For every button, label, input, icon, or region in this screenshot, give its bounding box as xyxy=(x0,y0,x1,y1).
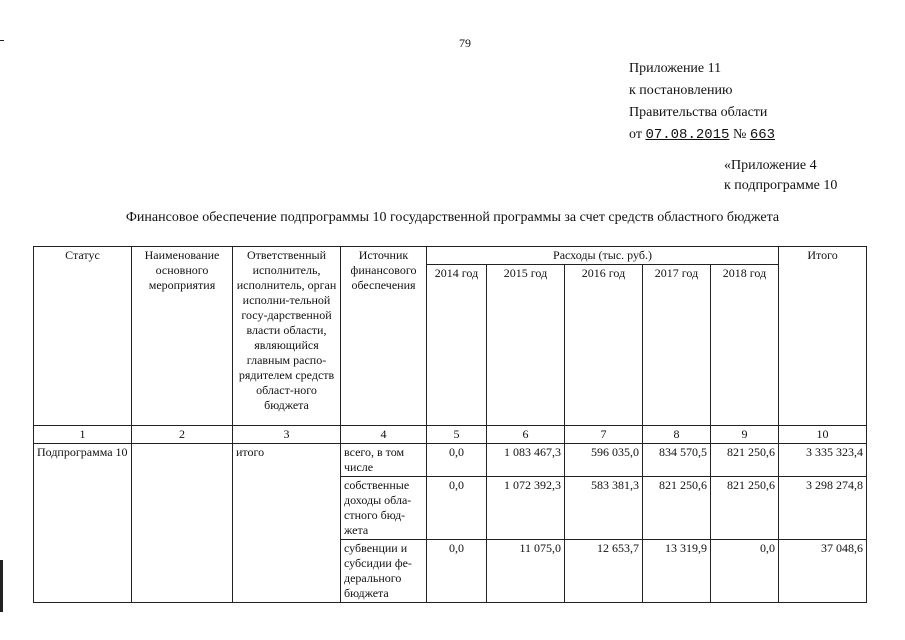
header-measure-name: Наименование основного мероприятия xyxy=(132,247,233,426)
header-year: 2015 год xyxy=(487,265,565,426)
column-number: 7 xyxy=(565,426,643,444)
row-value: 1 072 392,3 xyxy=(487,477,565,540)
row-funding-source: субвенции и субсидии фе-дерального бюджета xyxy=(341,540,427,603)
column-number: 9 xyxy=(711,426,779,444)
column-number: 4 xyxy=(341,426,427,444)
column-number-row xyxy=(34,426,867,444)
scan-edge-mark-top xyxy=(0,40,4,41)
row-value: 596 035,0 xyxy=(565,444,643,477)
row-value: 13 319,9 xyxy=(643,540,711,603)
row-value: 821 250,6 xyxy=(643,477,711,540)
appendix-4-line-1: «Приложение 4 xyxy=(724,158,817,173)
row-funding-source: собственные доходы обла-стного бюд-жета xyxy=(341,477,427,540)
row-value: 0,0 xyxy=(427,540,487,603)
financing-table xyxy=(33,246,867,603)
resolution-number: 663 xyxy=(749,127,776,143)
table-row xyxy=(34,444,867,477)
row-measure-name xyxy=(132,444,233,603)
row-total: 3 298 274,8 xyxy=(779,477,867,540)
header-year: 2017 год xyxy=(643,265,711,426)
row-value: 821 250,6 xyxy=(711,477,779,540)
column-number: 1 xyxy=(34,426,132,444)
column-number: 6 xyxy=(487,426,565,444)
row-funding-source: всего, в том числе xyxy=(341,444,427,477)
appendix-line-1: Приложение 11 xyxy=(629,61,722,76)
column-number: 8 xyxy=(643,426,711,444)
row-value: 11 075,0 xyxy=(487,540,565,603)
appendix-4-header xyxy=(724,156,837,196)
appendix-line-2: к постановлению xyxy=(629,83,733,98)
row-total: 3 335 323,4 xyxy=(779,444,867,477)
row-value: 0,0 xyxy=(427,444,487,477)
header-row-1 xyxy=(34,247,867,265)
appendix-4-line-2: к подпрограмме 10 xyxy=(724,178,838,193)
row-value: 821 250,6 xyxy=(711,444,779,477)
appendix-date-line xyxy=(629,124,775,146)
appendix-header xyxy=(629,58,775,146)
scan-edge-mark-bottom xyxy=(0,560,3,612)
row-value: 1 083 467,3 xyxy=(487,444,565,477)
resolution-date: 07.08.2015 xyxy=(645,127,730,143)
row-value: 834 570,5 xyxy=(643,444,711,477)
appendix-line-3: Правительства области xyxy=(629,105,768,120)
row-total: 37 048,6 xyxy=(779,540,867,603)
date-prefix: от xyxy=(629,127,642,142)
header-year: 2014 год xyxy=(427,265,487,426)
column-number: 5 xyxy=(427,426,487,444)
header-funding-source: Источник финансового обеспечения xyxy=(341,247,427,426)
row-value: 0,0 xyxy=(427,477,487,540)
column-number: 2 xyxy=(132,426,233,444)
row-value: 12 653,7 xyxy=(565,540,643,603)
header-status: Статус xyxy=(34,247,132,426)
header-expenses: Расходы (тыс. руб.) xyxy=(427,247,779,265)
header-total: Итого xyxy=(779,247,867,426)
page-number: 79 xyxy=(459,36,471,50)
document-title: Финансовое обеспечение подпрограммы 10 государственной программы за счет средств областного бюджета xyxy=(125,210,780,225)
header-year: 2018 год xyxy=(711,265,779,426)
header-executor: Ответственный исполнитель, исполнитель, орган исполни-тельной госу-дарственной власти области, являющийся главным распо-рядителем средств област-ного бюджета xyxy=(233,247,341,426)
row-executor: итого xyxy=(233,444,341,603)
row-value: 583 381,3 xyxy=(565,477,643,540)
column-number: 3 xyxy=(233,426,341,444)
row-status: Подпрограмма 10 xyxy=(34,444,132,603)
number-sign: № xyxy=(732,127,747,142)
header-year: 2016 год xyxy=(565,265,643,426)
column-number: 10 xyxy=(779,426,867,444)
row-value: 0,0 xyxy=(711,540,779,603)
